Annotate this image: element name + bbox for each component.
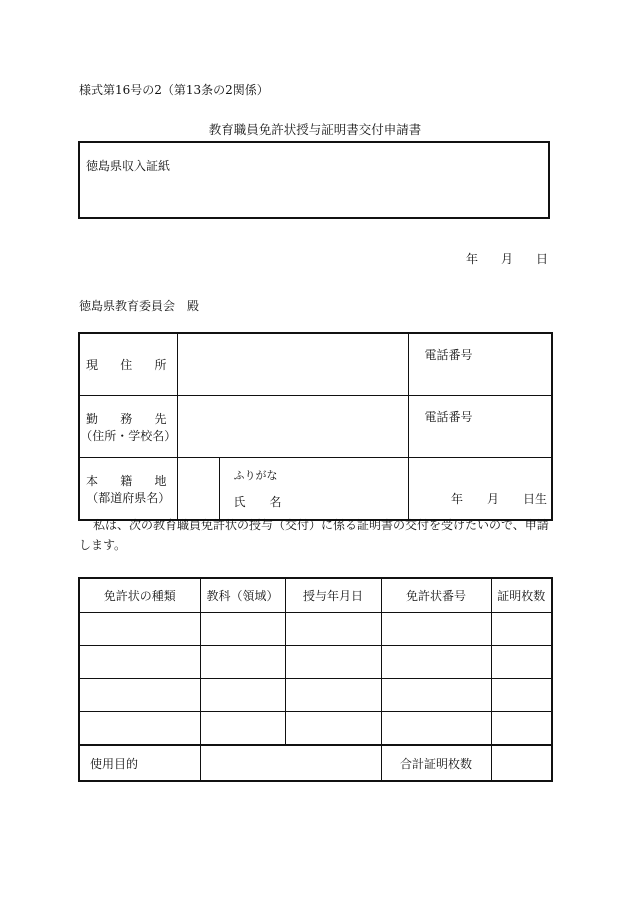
- table-row: [79, 712, 552, 746]
- workplace-field[interactable]: [177, 396, 408, 458]
- header-license-number: 免許状番号: [381, 578, 491, 613]
- license-number-cell[interactable]: [381, 646, 491, 679]
- workplace-row: [79, 396, 552, 458]
- certificate-count-cell[interactable]: [491, 613, 552, 646]
- address-label-char: 所: [154, 358, 167, 372]
- work-phone-cell[interactable]: [408, 396, 552, 458]
- license-type-cell[interactable]: [79, 646, 200, 679]
- subject-cell[interactable]: [200, 646, 285, 679]
- address-field[interactable]: [177, 333, 408, 396]
- address-label-char: 住: [120, 358, 133, 372]
- work-phone-label: 電話番号: [424, 410, 473, 424]
- certificate-count-cell[interactable]: [491, 646, 552, 679]
- domicile-label-char: 籍: [120, 473, 133, 488]
- grant-date-cell[interactable]: [285, 679, 381, 712]
- workplace-label-char: 先: [154, 411, 167, 426]
- workplace-label-char: 勤: [86, 411, 99, 426]
- revenue-stamp-label: 徳島県収入証紙: [86, 159, 171, 173]
- address-label-char: 現: [86, 358, 99, 372]
- date-month: 月: [501, 252, 514, 266]
- grant-date-cell[interactable]: [285, 646, 381, 679]
- date-year: 年: [466, 252, 479, 266]
- domicile-field[interactable]: [177, 458, 219, 521]
- name-label: 氏 名: [233, 495, 282, 509]
- table-row: [79, 613, 552, 646]
- header-grant-date: 授与年月日: [285, 578, 381, 613]
- applicant-info-table: [78, 332, 553, 521]
- address-row: [79, 333, 552, 396]
- workplace-label: [79, 396, 177, 458]
- certificate-count-cell[interactable]: [491, 712, 552, 746]
- name-field[interactable]: [219, 458, 408, 521]
- certificate-header-row: [79, 578, 552, 613]
- purpose-field[interactable]: [200, 745, 381, 781]
- domicile-row: [79, 458, 552, 521]
- license-number-cell[interactable]: [381, 613, 491, 646]
- domicile-label-char: 地: [154, 473, 167, 488]
- certificate-count-cell[interactable]: [491, 679, 552, 712]
- furigana-label: ふりがな: [233, 469, 278, 482]
- table-row: [79, 646, 552, 679]
- purpose-row: [79, 745, 552, 781]
- home-phone-label: 電話番号: [424, 348, 473, 362]
- header-certificate-count: 証明枚数: [491, 578, 552, 613]
- workplace-label-char: 務: [120, 411, 133, 426]
- address-label: [79, 333, 177, 396]
- certificate-table: [78, 577, 553, 782]
- form-reference: 様式第16号の2（第13条の2関係）: [79, 83, 269, 97]
- domicile-sublabel: （都道府県名）: [86, 490, 171, 505]
- workplace-sublabel: （住所・学校名）: [80, 428, 177, 443]
- domicile-label-char: 本: [86, 473, 99, 488]
- revenue-stamp-box: [78, 141, 550, 219]
- table-row: [79, 679, 552, 712]
- document-title: 教育職員免許状授与証明書交付申請書: [208, 122, 422, 137]
- license-type-cell[interactable]: [79, 712, 200, 746]
- total-count-field[interactable]: [491, 745, 552, 781]
- domicile-label: [79, 458, 177, 521]
- birthdate-label: 年 月 日生: [450, 492, 547, 506]
- license-type-cell[interactable]: [79, 679, 200, 712]
- total-count-label: 合計証明枚数: [381, 745, 491, 781]
- header-license-type: 免許状の種類: [79, 578, 200, 613]
- license-number-cell[interactable]: [381, 679, 491, 712]
- date-day: 日: [536, 252, 549, 266]
- birthdate-field[interactable]: [408, 458, 552, 521]
- application-statement: 私は、次の教育職員免許状の授与（交付）に係る証明書の交付を受けたいので、申請します。: [79, 518, 549, 552]
- license-number-cell[interactable]: [381, 712, 491, 746]
- subject-cell[interactable]: [200, 679, 285, 712]
- license-type-cell[interactable]: [79, 613, 200, 646]
- subject-cell[interactable]: [200, 613, 285, 646]
- grant-date-cell[interactable]: [285, 613, 381, 646]
- subject-cell[interactable]: [200, 712, 285, 746]
- grant-date-cell[interactable]: [285, 712, 381, 746]
- header-subject: 教科（領域）: [200, 578, 285, 613]
- home-phone-cell[interactable]: [408, 333, 552, 396]
- addressee: 徳島県教育委員会 殿: [79, 299, 200, 313]
- purpose-label: 使用目的: [79, 745, 200, 781]
